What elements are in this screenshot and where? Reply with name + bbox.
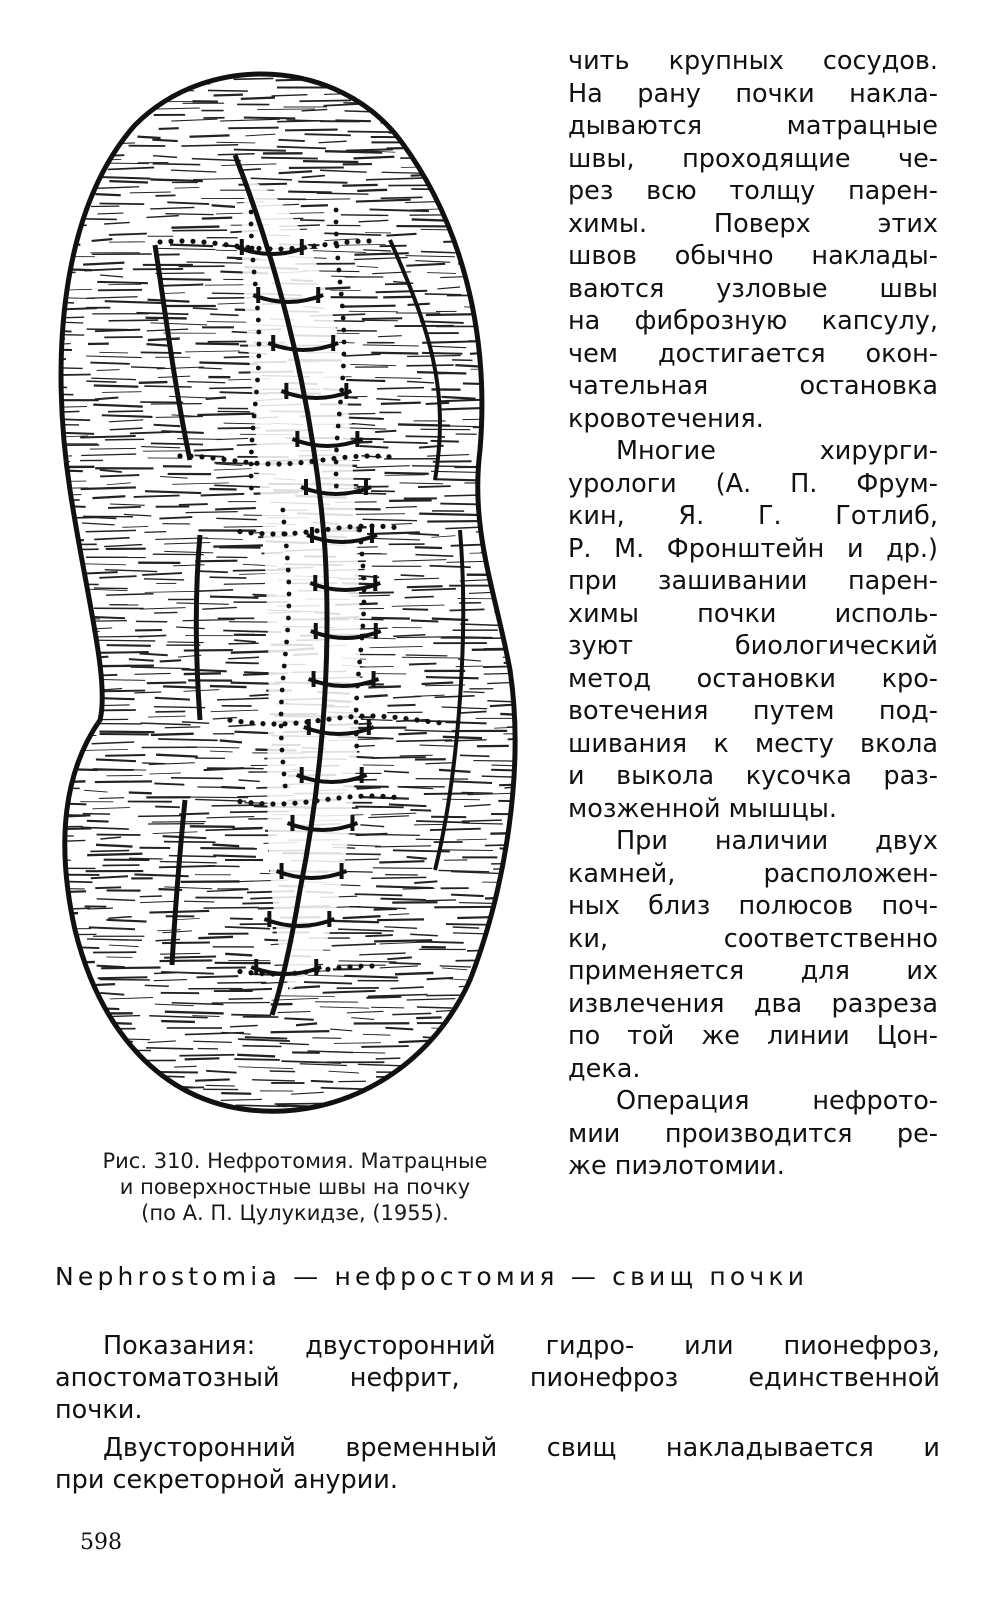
figure-caption (55, 1148, 535, 1226)
text-line: на фиброзную капсулу, (568, 306, 938, 336)
text-line: кровотечения. (568, 403, 764, 434)
text-line: кин, Я. Г. Готлиб, (568, 501, 938, 531)
page-number: 598 (80, 1530, 122, 1555)
paragraph (55, 1432, 940, 1496)
text-line: мозженной мышцы. (568, 793, 837, 824)
text-line: по той же линии Цон- (568, 1021, 938, 1051)
caption-line: (по А. П. Цулукидзе, (1955). (141, 1201, 449, 1225)
text-line: дека. (568, 1053, 641, 1084)
text-line: и выкола кусочка раз- (568, 761, 938, 791)
text-line: ваются узловые швы (568, 273, 938, 304)
kidney-illustration (40, 30, 540, 1140)
caption-line: и поверхностные швы на почку (119, 1175, 471, 1199)
text-line: чательная остановка (568, 371, 938, 401)
text-line: вотечения путем под- (568, 696, 938, 726)
text-line: чем достигается окон- (568, 338, 938, 369)
text-line: камней, расположен- (568, 858, 938, 889)
text-line: Операция нефрото- (616, 1086, 938, 1116)
text-line: швы, проходящие че- (568, 143, 938, 174)
text-line: же пиэлотомии. (568, 1151, 785, 1181)
text-line: Р. М. Фронштейн и др.) (568, 533, 938, 564)
text-line: При наличии двух (616, 826, 938, 856)
paragraph (55, 1330, 940, 1426)
text-line: применяется для их (568, 956, 938, 986)
text-line: ных близ полюсов поч- (568, 891, 938, 921)
text-line: рез всю толщу парен- (568, 176, 938, 206)
text-line: шивания к месту вкола (568, 728, 938, 759)
right-column-text (568, 45, 938, 1183)
caption-line: Рис. 310. Нефротомия. Матрацные (102, 1149, 488, 1173)
vessel-line-right-lower (435, 530, 463, 870)
text-line: Двусторонний временный свищ накладывается и (103, 1433, 940, 1463)
text-line: химы почки исполь- (568, 598, 938, 629)
text-line: при секреторной анурии. (55, 1465, 398, 1495)
text-line: извлечения два разреза (568, 988, 938, 1019)
text-line: апостоматозный нефрит, пионефроз единственной (55, 1363, 940, 1393)
text-line: зуют биологический (568, 631, 938, 661)
paragraph (568, 825, 938, 1085)
text-line: ки, соответственно (568, 923, 938, 954)
text-line: Многие хирурги- (616, 436, 938, 466)
paragraph (568, 435, 938, 825)
text-line: почки. (55, 1395, 143, 1425)
vessel-line-left-mid (196, 535, 200, 720)
text-line: швов обычно наклады- (568, 241, 938, 271)
section-heading: Nephrostomia — нефростомия — свищ почки (55, 1262, 809, 1291)
paragraph (568, 1085, 938, 1183)
section-body (55, 1330, 940, 1496)
kidney-drawing (40, 30, 540, 1140)
text-line: урологи (А. П. Фрум- (568, 468, 938, 499)
text-line: химы. Поверх этих (568, 208, 938, 239)
text-line: метод остановки кро- (568, 663, 938, 694)
text-line: при зашивании парен- (568, 566, 938, 596)
text-line: мии производится ре- (568, 1118, 938, 1149)
text-line: чить крупных сосудов. (568, 46, 938, 76)
paragraph (568, 45, 938, 435)
text-line: дываются матрацные (568, 111, 938, 141)
text-line: На рану почки накла- (568, 78, 938, 109)
text-line: Показания: двусторонний гидро- или пионефроз, (103, 1331, 940, 1361)
vessel-line-right (390, 240, 440, 480)
